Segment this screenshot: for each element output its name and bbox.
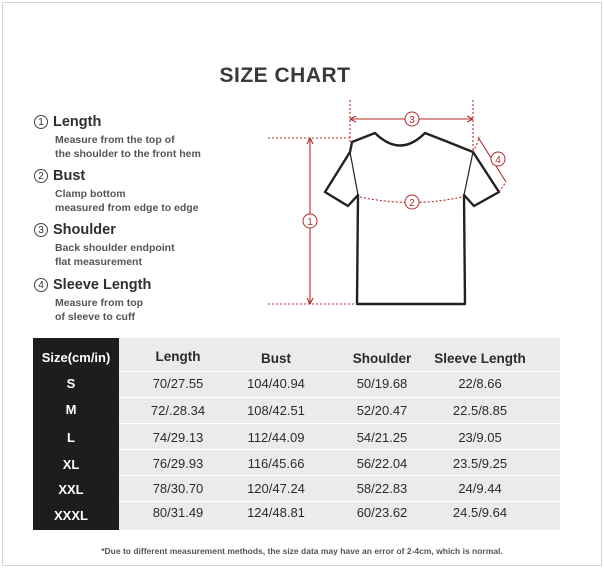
- header-sleeve-length: Sleeve Length: [434, 351, 526, 366]
- svg-text:4: 4: [495, 155, 501, 166]
- header-bust: Bust: [261, 351, 291, 366]
- measure-desc: Measure from the top of the shoulder to the front hem: [55, 134, 201, 160]
- measure-shoulder: [34, 222, 175, 269]
- number-4-icon: 4: [34, 278, 48, 292]
- measure-desc: Back shoulder endpoint flat measurement: [55, 242, 175, 268]
- measure-length: [34, 114, 201, 161]
- header-length: Length: [155, 349, 201, 364]
- size-table: Size(cm/in) Length Bust Shoulder Sleeve Length S 70/27.55 104/40.94 50/19.68 22/8.66 M 72/.28.34 108/42.51 52/20.47 22.5/8.85 L 74/29.13 112/44.09 54/21.25 23/9.05 XL 76/29.93 116/45.66 56/22.04 23.5/9.25 XXL 78/30.70 120/47.24 58/22.83 24/9.44 XXXL 80/31.49 124/48.81 60/23.62 24.5/9.64: [0, 338, 604, 530]
- svg-text:2: 2: [409, 198, 415, 209]
- number-1-icon: 1: [34, 115, 48, 129]
- svg-text:3: 3: [409, 115, 415, 126]
- page-title: SIZE CHART: [219, 64, 351, 87]
- marker-3-icon: [405, 112, 419, 126]
- measure-label: Length: [53, 114, 102, 130]
- marker-4-icon: [491, 152, 505, 166]
- marker-2-icon: [405, 195, 419, 209]
- header-shoulder: Shoulder: [352, 351, 412, 366]
- measure-desc: Measure from top of sleeve to cuff: [55, 297, 144, 323]
- measure-sleeve: [34, 277, 151, 324]
- tshirt-diagram: [260, 100, 540, 315]
- measure-desc: Clamp bottom measured from edge to edge: [55, 188, 199, 214]
- measure-bust: [34, 168, 199, 215]
- number-2-icon: 2: [34, 169, 48, 183]
- svg-text:1: 1: [307, 217, 313, 228]
- marker-1-icon: [303, 214, 317, 228]
- measure-label: Sleeve Length: [53, 277, 152, 293]
- number-3-icon: 3: [34, 223, 48, 237]
- header-size: Size(cm/in): [41, 350, 111, 365]
- measure-label: Shoulder: [53, 222, 116, 238]
- footnote: *Due to different measurement methods, the size data may have an error of 2-4cm, which is normal.: [101, 546, 503, 556]
- measure-label: Bust: [53, 168, 86, 184]
